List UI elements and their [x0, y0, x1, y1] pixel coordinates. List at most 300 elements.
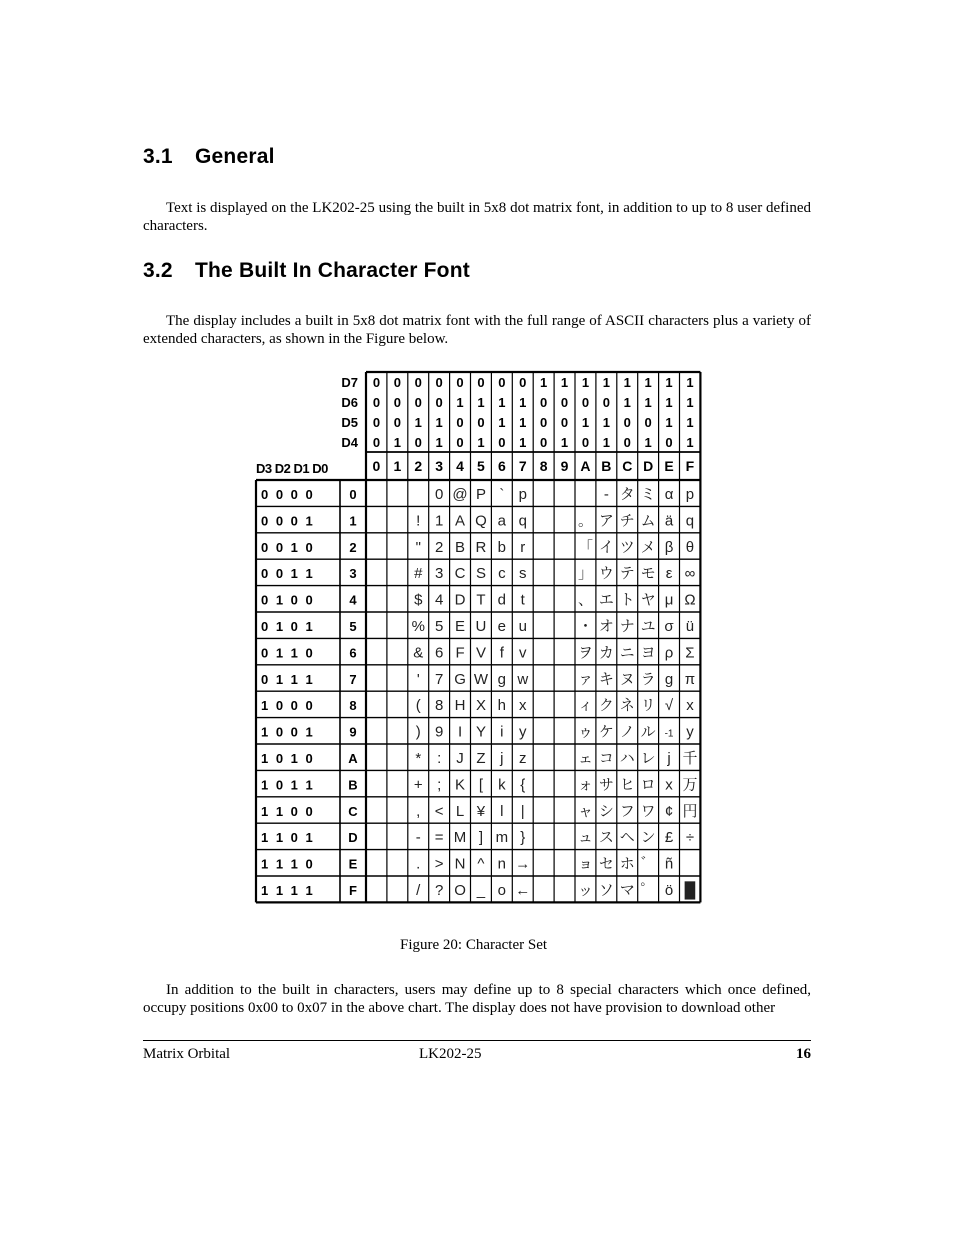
character-glyph: ゜	[640, 882, 656, 899]
character-glyph: ä	[664, 512, 674, 530]
page-number: 16	[796, 1046, 811, 1062]
character-glyph: Σ	[685, 644, 695, 662]
character-glyph: ァ	[577, 670, 593, 688]
column-hex-header: 6	[497, 458, 506, 474]
column-bit: 1	[519, 395, 527, 410]
column-hex-header: 8	[539, 458, 548, 474]
column-bit: 0	[519, 375, 527, 390]
character-glyph: £	[664, 829, 674, 847]
character-glyph: O	[454, 882, 466, 899]
column-hex-header: 9	[560, 458, 569, 474]
character-glyph: x	[686, 697, 694, 715]
row-bits-label: 1 1 1 0	[261, 856, 315, 872]
character-glyph: マ	[619, 882, 635, 899]
column-bit: 1	[686, 415, 694, 430]
character-glyph: チ	[619, 512, 635, 530]
column-bit: 1	[644, 375, 652, 390]
column-hex-header: 2	[414, 458, 423, 474]
footer-left: Matrix Orbital	[143, 1046, 231, 1062]
character-glyph: ユ	[640, 618, 656, 635]
row-hex-label: 1	[349, 513, 357, 529]
character-glyph: `	[499, 486, 505, 503]
character-glyph: J	[456, 750, 464, 767]
column-bit: 1	[414, 415, 422, 430]
character-glyph: z	[519, 750, 527, 767]
row-bits-label: 0 1 0 0	[261, 592, 315, 608]
character-glyph: T	[476, 591, 486, 609]
column-hex-header: 0	[372, 458, 381, 474]
character-glyph: .	[416, 855, 421, 873]
column-hex-header: E	[664, 458, 674, 474]
character-glyph: サ	[598, 776, 614, 794]
row-hex-label: D	[348, 830, 358, 846]
character-glyph: ヤ	[640, 591, 656, 609]
character-glyph: ワ	[640, 802, 656, 820]
column-bit: 1	[665, 375, 673, 390]
character-glyph: y	[686, 723, 694, 741]
column-bit: 0	[540, 435, 548, 450]
column-bit: 1	[602, 375, 610, 390]
character-glyph: -1	[664, 728, 674, 740]
row-hex-label: 6	[349, 645, 357, 661]
row-hex-label: C	[348, 803, 358, 819]
character-glyph: Y	[475, 723, 486, 741]
column-bit: 1	[519, 415, 527, 430]
character-glyph: p	[518, 486, 527, 503]
column-bit: 1	[477, 435, 485, 450]
character-glyph: ッ	[577, 882, 593, 899]
column-bit: 0	[623, 415, 631, 430]
column-hex-header: 7	[518, 458, 527, 474]
character-glyph: ォ	[577, 776, 593, 794]
row-bits-label: 1 1 0 1	[261, 830, 315, 846]
column-bit: 0	[602, 395, 610, 410]
character-glyph: /	[416, 882, 421, 899]
character-glyph: $	[414, 591, 423, 609]
character-glyph: w	[517, 670, 529, 688]
character-glyph: ^	[477, 855, 485, 873]
character-glyph: {	[520, 776, 526, 794]
column-bit: 1	[623, 375, 631, 390]
character-glyph: #	[414, 565, 423, 583]
character-glyph: :	[437, 750, 442, 767]
character-glyph: ョ	[577, 855, 593, 873]
character-glyph: G	[454, 670, 466, 688]
character-glyph: %	[411, 618, 425, 635]
character-glyph: ニ	[619, 644, 635, 662]
character-glyph: '	[416, 670, 420, 688]
character-glyph: イ	[598, 538, 614, 556]
column-bit: 1	[560, 435, 569, 450]
row-bits-label: 0 1 1 1	[261, 671, 315, 687]
character-glyph: フ	[619, 802, 635, 820]
column-bit: 1	[644, 435, 652, 450]
character-glyph: ゥ	[577, 723, 593, 741]
column-bit: 1	[686, 435, 694, 450]
character-glyph: >	[434, 855, 444, 873]
character-glyph: 3	[434, 565, 444, 583]
character-glyph: 万	[682, 776, 698, 794]
section-number: 3.2	[143, 259, 173, 282]
character-glyph: e	[497, 618, 507, 635]
column-bit: 0	[456, 415, 464, 430]
character-glyph: ミ	[640, 486, 656, 503]
character-glyph: o	[497, 882, 507, 899]
character-glyph: 千	[682, 750, 698, 767]
character-glyph: Z	[476, 750, 486, 767]
character-glyph: ヲ	[577, 644, 593, 662]
character-glyph: σ	[664, 618, 674, 635]
character-glyph: M	[453, 829, 467, 847]
row-hex-label: 5	[349, 619, 357, 634]
column-bit: 1	[498, 395, 506, 410]
row-bits-label: 1 0 0 1	[261, 724, 315, 740]
character-glyph: ス	[598, 829, 614, 847]
character-glyph: F	[455, 644, 465, 662]
character-glyph: π	[684, 670, 696, 688]
character-glyph: K	[455, 776, 466, 794]
column-bit: 0	[393, 415, 401, 430]
character-glyph: <	[434, 802, 444, 820]
column-bit: 0	[435, 395, 443, 410]
column-bit: 1	[623, 395, 631, 410]
bit-row-label: D5	[341, 415, 358, 430]
column-bit: 1	[602, 435, 610, 450]
character-glyph: ノ	[619, 723, 635, 741]
character-glyph: }	[520, 829, 526, 847]
row-bits-label: 1 1 0 0	[261, 803, 315, 819]
column-bit: 0	[644, 415, 652, 430]
character-glyph: ュ	[577, 829, 593, 847]
character-glyph: ε	[665, 565, 673, 583]
character-glyph: v	[519, 644, 527, 662]
general-paragraph: Text is displayed on the LK202-25 using the built in 5x8 dot matrix font, in addition to up to 8 user defined characters.	[143, 200, 811, 234]
character-glyph: (	[415, 697, 421, 715]
column-hex-header: 3	[435, 458, 444, 474]
character-glyph: 「	[577, 538, 593, 556]
column-bit: 0	[477, 375, 485, 390]
figure-caption: Figure 20: Character Set	[400, 937, 548, 953]
character-glyph: W	[473, 670, 489, 688]
column-hex-header: 4	[456, 458, 464, 474]
character-glyph: β	[664, 538, 674, 556]
character-glyph: エ	[598, 591, 614, 609]
character-glyph: @	[452, 486, 468, 503]
character-glyph: )	[415, 723, 421, 741]
character-glyph: √	[664, 697, 674, 715]
column-bit: 0	[435, 375, 443, 390]
user-characters-paragraph: In addition to the built in characters, users may define up to 8 special characters which once defined, occupy positions 0x00 to 0x07 in the above chart. The display does not have provision to download other	[143, 982, 811, 1016]
character-glyph: -	[415, 829, 421, 847]
column-bit: 1	[477, 395, 485, 410]
column-bit: 0	[456, 435, 464, 450]
column-hex-header: D	[643, 458, 654, 474]
column-bit: 0	[665, 435, 673, 450]
column-bit: 0	[477, 415, 485, 430]
character-glyph: H	[454, 697, 466, 715]
character-glyph: q	[518, 512, 527, 530]
character-glyph: ¢	[664, 802, 674, 820]
column-bit: 1	[665, 395, 673, 410]
character-glyph: q	[685, 512, 695, 530]
character-glyph: ,	[416, 802, 421, 820]
column-hex-header: 5	[477, 458, 485, 474]
character-glyph: 8	[434, 697, 444, 715]
row-bits-label: 0 0 1 0	[261, 539, 315, 555]
character-glyph: _	[476, 882, 486, 899]
character-glyph: 1	[434, 512, 444, 530]
character-glyph: ö	[664, 882, 674, 899]
character-glyph: ハ	[619, 750, 635, 767]
row-hex-label: E	[348, 856, 358, 872]
column-bit: 0	[623, 435, 631, 450]
character-glyph: ←	[515, 882, 531, 899]
character-glyph: ñ	[664, 855, 674, 873]
column-bit: 0	[581, 395, 590, 410]
column-bit: 1	[560, 375, 569, 390]
character-glyph: ヌ	[619, 670, 635, 688]
bit-row-label: D4	[341, 435, 358, 450]
column-bit: 0	[414, 375, 422, 390]
column-bit: 1	[686, 395, 694, 410]
character-glyph: &	[413, 644, 424, 662]
character-glyph: Ω	[684, 591, 696, 609]
row-hex-label: F	[349, 883, 357, 898]
row-bits-label: 0 1 0 1	[261, 619, 315, 634]
character-glyph: c	[498, 565, 506, 583]
character-glyph: オ	[598, 618, 614, 635]
character-glyph: ャ	[577, 802, 593, 820]
character-glyph: h	[497, 697, 507, 715]
character-glyph: ケ	[598, 723, 614, 741]
row-bits-label: 0 0 0 1	[261, 513, 315, 529]
section-title: General	[195, 145, 275, 168]
character-glyph: ∞	[684, 565, 696, 583]
column-bit: 0	[581, 435, 590, 450]
row-hex-label: B	[348, 777, 358, 793]
column-bit: 0	[372, 395, 381, 410]
character-set-figure	[250, 370, 705, 906]
row-bits-label: 1 1 1 1	[261, 883, 315, 898]
character-glyph: u	[518, 618, 527, 635]
column-bit: 0	[560, 395, 569, 410]
character-glyph: 円	[682, 802, 698, 820]
column-bit: 1	[393, 435, 401, 450]
character-glyph: ツ	[619, 538, 635, 556]
character-glyph: ク	[598, 697, 614, 715]
character-glyph: μ	[664, 591, 674, 609]
bit-row-label: D6	[341, 395, 358, 410]
character-glyph: p	[685, 486, 695, 503]
section-number: 3.1	[143, 145, 173, 168]
column-bit: 0	[498, 375, 506, 390]
character-glyph: ト	[619, 591, 635, 609]
column-hex-header: B	[601, 458, 612, 474]
column-bit: 0	[414, 395, 422, 410]
column-bit: 1	[602, 415, 610, 430]
character-glyph: n	[497, 855, 507, 873]
column-hex-header: F	[685, 458, 695, 474]
column-bit: 0	[414, 435, 422, 450]
row-hex-label: 7	[349, 671, 357, 687]
character-glyph: N	[454, 855, 466, 873]
character-glyph: =	[434, 829, 444, 847]
character-glyph: y	[519, 723, 527, 741]
row-hex-label: 0	[349, 487, 357, 502]
column-bit: 0	[372, 415, 381, 430]
character-glyph: ü	[685, 618, 695, 635]
character-glyph: ¥	[476, 802, 486, 820]
column-bit: 1	[519, 435, 527, 450]
column-bit: 0	[372, 435, 381, 450]
column-bit: 1	[686, 375, 694, 390]
character-glyph: x	[519, 697, 527, 715]
character-glyph: 」	[577, 565, 593, 583]
character-glyph: R	[475, 538, 487, 556]
column-bit: 0	[560, 415, 569, 430]
character-glyph: [	[478, 776, 484, 794]
row-bits-label: 0 1 1 0	[261, 645, 315, 661]
character-glyph: █	[684, 882, 696, 899]
character-glyph: L	[455, 802, 465, 820]
character-glyph: カ	[598, 644, 614, 662]
character-glyph: k	[498, 776, 506, 794]
character-glyph: リ	[640, 697, 656, 715]
character-glyph: ェ	[577, 750, 593, 767]
character-glyph: ア	[598, 512, 614, 530]
character-glyph: ソ	[598, 882, 614, 899]
column-bit: 1	[498, 415, 506, 430]
column-bit: 1	[665, 415, 673, 430]
character-glyph: ヘ	[619, 829, 635, 847]
row-bits-label: 0 0 0 0	[261, 487, 315, 502]
column-bit: 1	[540, 375, 548, 390]
character-glyph: j	[500, 750, 504, 767]
column-bit: 0	[393, 375, 401, 390]
character-glyph: 5	[434, 618, 444, 635]
character-glyph: t	[520, 591, 525, 609]
character-glyph: S	[475, 565, 486, 583]
font-paragraph: The display includes a built in 5x8 dot matrix font with the full range of ASCII characters plus a variety of extended characters, as shown in the Figure below.	[143, 313, 811, 347]
character-glyph: 6	[434, 644, 444, 662]
row-bits-label: 0 0 1 1	[261, 566, 315, 582]
column-bit: 1	[435, 415, 443, 430]
character-glyph: d	[497, 591, 507, 609]
column-bit: 0	[540, 415, 548, 430]
character-glyph: !	[416, 512, 421, 530]
character-glyph: シ	[598, 802, 614, 820]
character-glyph: Q	[475, 512, 487, 530]
column-bit: 0	[456, 375, 464, 390]
section-heading-font	[143, 259, 470, 283]
character-glyph: ィ	[577, 697, 593, 715]
row-hex-label: 9	[349, 724, 357, 740]
column-hex-header: C	[622, 458, 633, 474]
character-glyph: テ	[619, 565, 635, 583]
character-glyph: ]	[478, 829, 484, 847]
character-glyph: g	[497, 670, 507, 688]
row-hex-label: A	[348, 751, 358, 766]
corner-label: D3 D2 D1 D0	[256, 461, 328, 476]
character-glyph: 、	[577, 591, 593, 609]
page-footer	[143, 1040, 811, 1062]
column-bit: 1	[435, 435, 443, 450]
character-glyph: ラ	[640, 670, 656, 688]
character-glyph: D	[454, 591, 466, 609]
column-bit: 0	[372, 375, 381, 390]
character-glyph: タ	[619, 486, 635, 503]
row-bits-label: 1 0 0 0	[261, 698, 315, 714]
character-glyph: ウ	[598, 565, 614, 583]
character-glyph: モ	[640, 565, 656, 583]
column-hex-header: A	[580, 458, 591, 474]
character-glyph: r	[520, 538, 526, 556]
character-glyph: 4	[434, 591, 444, 609]
column-bit: 0	[393, 395, 401, 410]
bit-row-label: D7	[341, 375, 358, 390]
column-bit: 0	[540, 395, 548, 410]
character-glyph: θ	[685, 538, 695, 556]
character-glyph: i	[500, 723, 504, 741]
column-bit: 1	[581, 415, 590, 430]
character-glyph: セ	[598, 855, 614, 873]
character-glyph: |	[520, 802, 525, 820]
character-glyph: α	[664, 486, 674, 503]
column-bit: 1	[456, 395, 464, 410]
column-bit: 1	[644, 395, 652, 410]
row-bits-label: 1 0 1 0	[261, 751, 315, 766]
character-glyph: 2	[434, 538, 444, 556]
character-glyph: "	[415, 538, 421, 556]
character-glyph: メ	[640, 538, 656, 556]
character-glyph: ム	[640, 512, 656, 530]
character-glyph: ?	[434, 882, 444, 899]
character-glyph: ナ	[619, 618, 635, 635]
character-glyph: ;	[437, 776, 442, 794]
footer-center: LK202-25	[419, 1046, 482, 1062]
character-glyph: P	[475, 486, 486, 503]
character-glyph: ネ	[619, 697, 635, 715]
column-bit: 1	[581, 375, 590, 390]
character-glyph: 9	[434, 723, 444, 741]
character-glyph: ン	[640, 829, 656, 847]
character-glyph: s	[519, 565, 527, 583]
character-glyph: m	[495, 829, 509, 847]
character-glyph: ・	[577, 618, 593, 635]
character-glyph: レ	[640, 750, 656, 767]
section-title: The Built In Character Font	[195, 259, 470, 282]
character-glyph: x	[665, 776, 673, 794]
character-glyph: キ	[598, 670, 614, 688]
character-glyph: X	[475, 697, 486, 715]
character-glyph: ρ	[664, 644, 674, 662]
character-glyph: ロ	[640, 776, 656, 794]
character-glyph: →	[515, 855, 531, 873]
character-glyph: C	[454, 565, 466, 583]
character-glyph: a	[497, 512, 507, 530]
character-glyph: I	[457, 723, 463, 741]
character-glyph: +	[413, 776, 423, 794]
character-glyph: ヒ	[619, 776, 635, 794]
character-glyph: f	[499, 644, 504, 662]
character-glyph: U	[475, 618, 487, 635]
character-glyph: g	[664, 670, 674, 688]
character-glyph: 。	[577, 512, 593, 530]
character-glyph: 0	[434, 486, 444, 503]
section-heading-general	[143, 145, 275, 169]
row-hex-label: 8	[349, 698, 357, 714]
row-hex-label: 4	[349, 592, 357, 608]
